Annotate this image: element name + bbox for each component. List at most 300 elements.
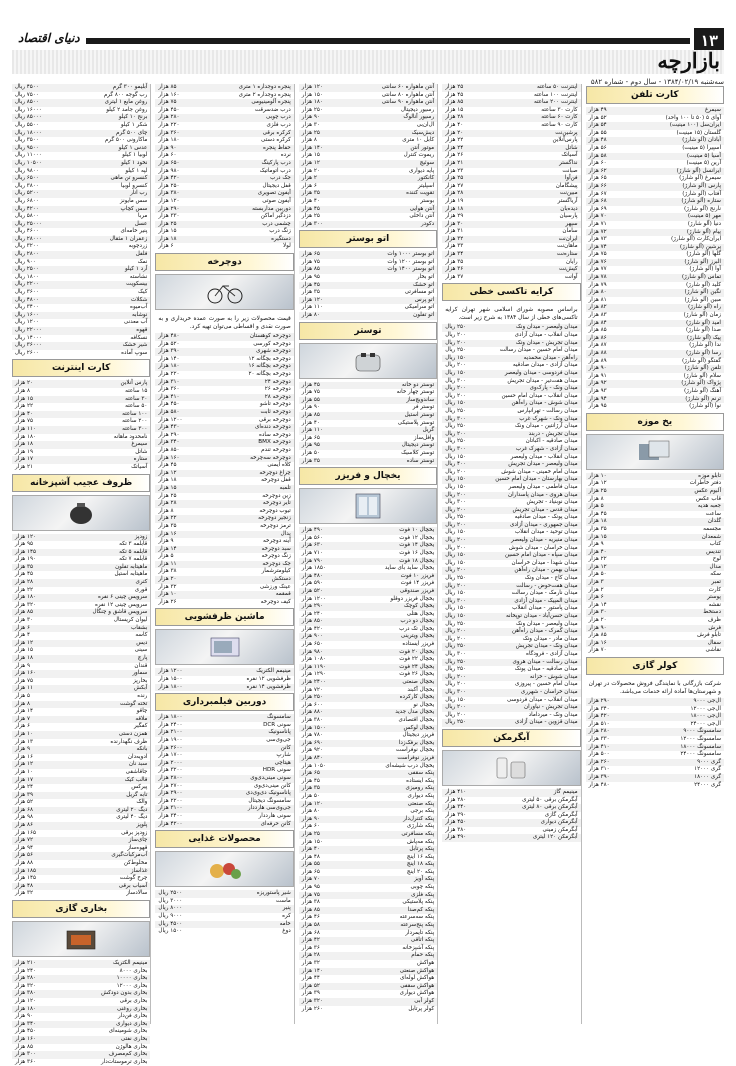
price-row xyxy=(12,213,150,221)
item-name: رسیور دیجیتال xyxy=(400,106,435,113)
item-price: ۷۰ هزار xyxy=(588,647,607,654)
item-name: دوچرخه سه‌چرخه xyxy=(250,454,291,461)
item-price: ۲۲۰ هزار xyxy=(158,121,180,128)
item-price: ۳۹۰ هزار xyxy=(445,811,467,818)
item-name: میدان قزوین - میدان آزادی xyxy=(514,719,578,726)
price-row xyxy=(586,602,724,610)
item-price: ۵۱۰ هزار xyxy=(588,720,610,727)
price-row xyxy=(12,655,150,663)
item-price: ۶۵ هزار xyxy=(301,251,320,258)
price-row xyxy=(12,998,150,1006)
price-row xyxy=(586,480,724,488)
price-row xyxy=(299,274,437,282)
item-price: ۳۲۰۰ ریال xyxy=(14,243,39,250)
item-price: ۳۵ هزار xyxy=(301,289,320,296)
item-name: ظرف xyxy=(707,617,721,624)
item-price: ۱۴۵ هزار xyxy=(14,548,37,555)
item-price: ۱۹۰۰ هزار xyxy=(158,737,183,743)
item-price: ۱۲۰۰ ریال xyxy=(14,319,39,326)
item-name: مربا xyxy=(138,213,148,220)
item-price: ۱۲ هزار xyxy=(588,480,607,487)
price-row xyxy=(155,145,293,153)
item-name: تمبر xyxy=(711,579,721,586)
item-name: پنکه صنعتی xyxy=(407,800,435,807)
item-name: زعفران ۱ مثقال xyxy=(109,235,148,242)
item-name: پنکه ۱۸ اینچ xyxy=(406,861,435,868)
item-price: ۴ هزار xyxy=(14,632,31,639)
price-row xyxy=(155,371,293,379)
price-row xyxy=(12,975,150,983)
item-price: ۷۳ هزار xyxy=(588,236,607,243)
item-name: پژواک (آلو شارژ) xyxy=(681,380,721,387)
price-row xyxy=(12,289,150,297)
price-row xyxy=(12,731,150,739)
item-name: اینترنت ۲۰۰ ساعته xyxy=(533,99,578,106)
price-row xyxy=(299,952,437,960)
item-name: میدان آرژانتین - میدان ونک xyxy=(514,423,578,430)
item-name: دیگ ۲۰ لیتری xyxy=(116,806,148,813)
item-price: ۴۵ هزار xyxy=(158,462,177,469)
item-name: پنکه چوبی xyxy=(410,884,435,891)
paper-logo: دنیای اقتصاد xyxy=(12,28,86,48)
item-name: نقشه xyxy=(708,601,721,608)
item-price: ۱۲۰ هزار xyxy=(301,800,323,807)
item-price: ۸ هزار xyxy=(158,507,174,514)
item-price: ۲۵۰ ریال xyxy=(445,438,467,445)
item-name: ۵۰ ساعته xyxy=(125,403,148,410)
item-price: ۱۴۰ هزار xyxy=(158,355,180,362)
price-row xyxy=(442,834,580,842)
price-row xyxy=(12,350,150,358)
item-price: ۵۲۰ هزار xyxy=(158,340,180,347)
item-name: آسیاب برقی xyxy=(118,882,148,889)
item-price: ۲۵ هزار xyxy=(158,220,177,227)
price-row xyxy=(12,701,150,709)
price-row xyxy=(299,458,437,466)
item-name: سونی هارددار xyxy=(258,812,291,819)
price-row xyxy=(12,769,150,777)
item-price: ۳۶۰ هزار xyxy=(158,129,180,136)
item-name: گری ۲۴۰۰۰ xyxy=(694,781,721,788)
item-name: کولر پرتابل xyxy=(408,1005,435,1012)
item-name: دوچرخه ثابت xyxy=(260,409,291,415)
item-name: میدان ونک - شهرک غرب xyxy=(519,415,578,422)
section-heading: یخچال و فریزر xyxy=(299,467,437,485)
price-row xyxy=(299,435,437,443)
item-price: ۴۲۰۰ هزار xyxy=(158,820,183,827)
item-name: میدان قدس - میدان تجریش xyxy=(512,506,578,513)
price-row xyxy=(442,266,580,274)
item-name: ماهان‌نت xyxy=(557,243,578,250)
item-name: بیسکویت xyxy=(126,281,148,288)
item-name: حفاظ پنجره xyxy=(262,144,291,151)
item-name: شاتل xyxy=(135,448,148,455)
item-price: ۵۲۰ هزار xyxy=(301,587,323,594)
item-price: ۳۶۰۰۰ ریال xyxy=(14,342,42,349)
price-row xyxy=(155,236,293,244)
price-row xyxy=(299,922,437,930)
item-price: ۵۸ هزار xyxy=(301,922,320,929)
item-name: کانکتور xyxy=(417,175,435,182)
price-row xyxy=(299,596,437,604)
section-heading: ماشین ظرفشویی xyxy=(155,608,293,626)
item-price: ۳۰ هزار xyxy=(301,121,320,128)
item-price: ۳۳۰ هزار xyxy=(588,735,610,742)
item-name: سماور xyxy=(132,670,148,677)
item-name: یخچال فریزر دوقلو xyxy=(390,595,435,602)
item-price: ۲۵۰ هزار xyxy=(301,106,323,113)
item-name: بخاری فن‌دار xyxy=(117,1013,148,1020)
price-row xyxy=(155,584,293,592)
item-price: ۶۸ هزار xyxy=(301,929,320,936)
item-price: ۱۸۰ هزار xyxy=(301,99,323,106)
price-row xyxy=(442,400,580,408)
item-name: مینیمم الکتریک xyxy=(256,668,291,675)
item-price: ۲۸۰ هزار xyxy=(445,796,467,803)
price-row xyxy=(12,1059,150,1066)
price-row xyxy=(155,898,293,906)
item-price: ۱۵۰ ریال xyxy=(445,370,467,376)
item-price: ۱۴ هزار xyxy=(158,545,177,552)
item-name: آبلیمو ۳۰۰ گرم xyxy=(112,84,148,90)
item-name: پاناسونیک دی‌وی‌دی xyxy=(245,790,291,797)
item-name: توستر ساده xyxy=(406,457,435,464)
item-price: ۲۱۰ هزار xyxy=(14,960,37,966)
price-list xyxy=(299,770,437,1013)
price-row xyxy=(12,890,150,898)
price-row xyxy=(442,590,580,598)
price-row xyxy=(586,160,724,168)
item-price: ۱۱۰۰۰ ریال xyxy=(14,152,42,159)
item-price: ۲۲۰۰۰ ریال xyxy=(14,327,42,333)
item-name: میدان نوبنیاد - تجریش xyxy=(526,499,578,506)
item-price: ۸۵۰ هزار xyxy=(301,618,323,625)
item-price: ۹۸۰۰ ریال xyxy=(14,167,39,174)
item-price: ۳۹ هزار xyxy=(301,990,320,997)
price-row xyxy=(442,99,580,107)
item-name: برنج ۱۰ کیلو xyxy=(118,114,148,121)
item-price: ۷۵ هزار xyxy=(14,418,34,425)
price-row xyxy=(442,469,580,477)
item-name: میدان شوش - خزانه xyxy=(529,673,578,680)
item-price: ۲۵ هزار xyxy=(301,830,320,837)
item-price: ۶۰۰ هزار xyxy=(301,701,323,708)
item-price: ۳۴۰۰ ریال xyxy=(14,304,39,311)
item-price: ۹۸۰ هزار xyxy=(158,167,180,174)
item-name: کرکره برقی xyxy=(262,129,291,136)
item-price: ۱۲۰۰ هزار xyxy=(158,668,183,675)
item-price: ۹۰۰ ریال xyxy=(14,258,36,265)
price-row xyxy=(442,340,580,348)
price-row xyxy=(299,289,437,297)
item-price: ۵۲ هزار xyxy=(14,799,34,806)
price-row xyxy=(299,527,437,535)
item-price: ۹۴ هزار xyxy=(14,844,34,851)
item-price: ۱۵۰ ریال xyxy=(445,529,467,536)
item-price: ۳۵ هزار xyxy=(158,522,177,529)
item-price: ۶۵۰ هزار xyxy=(158,159,180,166)
item-price: ۳۰۰ ریال xyxy=(445,688,467,695)
item-price: ۱۸ هزار xyxy=(14,655,34,661)
item-name: راه (آلو شارژ) xyxy=(687,304,721,311)
item-name: دیگ ۴۰ لیتری xyxy=(116,814,148,821)
price-row xyxy=(299,998,437,1006)
item-price: ۳۰۰ ریال xyxy=(445,445,467,452)
item-price: ۲۵ هزار xyxy=(301,129,320,136)
price-row xyxy=(12,990,150,998)
item-name: سوپ آماده xyxy=(121,349,148,356)
item-name: اسپلیتر xyxy=(417,182,435,189)
item-name: توستر پلاستیکی xyxy=(397,419,435,426)
item-name: پنکه حمام xyxy=(411,952,435,959)
item-price: ۱۰۵۰ هزار xyxy=(301,762,326,769)
item-name: کیلومترشمار xyxy=(261,568,291,575)
item-name: رب گوجه ۸۰۰ گرم xyxy=(103,91,148,98)
item-name: یخچال ۲۶ فوت xyxy=(399,671,435,678)
item-price: ۲۰۰ ریال xyxy=(445,544,467,551)
price-row xyxy=(586,571,724,579)
item-name: شمعدان xyxy=(701,533,721,540)
item-price: ۶ هزار xyxy=(158,243,174,250)
price-row xyxy=(442,674,580,682)
heater-photo xyxy=(12,921,150,957)
item-price: ۲۲۰ هزار xyxy=(158,371,180,378)
price-row xyxy=(12,723,150,731)
item-name: یخچال کوچک xyxy=(403,603,435,610)
item-name: فن‌آوا xyxy=(564,175,578,182)
item-price: ۴۲ هزار xyxy=(301,937,320,944)
item-name: بخاری دیواری xyxy=(116,1020,148,1027)
item-price: ۶۲ هزار xyxy=(588,167,607,174)
item-name: کاسه xyxy=(135,632,148,639)
item-name: مبین‌نت xyxy=(559,190,578,197)
item-price: ۲۵۰ ریال xyxy=(445,719,467,726)
item-name: میدان شوش - میدان راه‌آهن xyxy=(511,400,578,407)
item-price: ۷۱۰ هزار xyxy=(301,549,323,556)
item-price: ۹۰ هزار xyxy=(301,404,320,411)
item-name: ماهیتابه استیل xyxy=(114,571,148,578)
price-row xyxy=(586,365,724,373)
price-row xyxy=(299,160,437,168)
item-price: ۱۵۰ ریال xyxy=(445,552,467,559)
item-price: ۳۲۰ هزار xyxy=(14,982,37,989)
column-2 xyxy=(442,84,581,1024)
item-name: یخچال ۲۰ فوت xyxy=(399,648,435,655)
item-name: زردچوبه xyxy=(128,243,148,250)
price-row xyxy=(12,564,150,572)
item-name: میدان سپاه - میدان امام حسین xyxy=(504,552,578,559)
price-row xyxy=(155,114,293,122)
item-price: ۱۵ هزار xyxy=(158,484,177,491)
price-row xyxy=(155,928,293,936)
price-row xyxy=(155,729,293,737)
item-price: ۹۰ هزار xyxy=(588,624,607,631)
price-row xyxy=(12,860,150,868)
item-name: پنکه کنترل‌دار xyxy=(403,815,435,822)
price-row xyxy=(442,514,580,522)
item-name: اتو بوستر ۱۲۰۰ وات xyxy=(387,258,435,265)
item-price: ۱۵۰۰ ریال xyxy=(158,928,183,935)
item-price: ۹۰ هزار xyxy=(301,815,320,822)
item-name: فریزر ۱۴ فوت xyxy=(400,580,435,587)
item-price: ۴۲۰ هزار xyxy=(588,713,610,720)
price-row xyxy=(155,243,293,251)
item-price: ۴۰۰ ریال xyxy=(445,461,467,468)
item-price: ۷۱ هزار xyxy=(588,220,607,227)
item-name: پنکه اتاقی xyxy=(410,937,435,944)
item-price: ۵۵ هزار xyxy=(301,861,320,868)
price-row xyxy=(299,259,437,267)
item-price: ۶۵ هزار xyxy=(301,770,320,777)
item-price: ۴۵۰۰ ریال xyxy=(14,84,39,90)
item-name: مینیمم گاز xyxy=(553,788,578,795)
item-price: ۱۲ هزار xyxy=(14,761,34,768)
item-name: بوستر xyxy=(420,197,435,204)
item-price: ۱۸۰۰ هزار xyxy=(158,683,183,690)
item-name: پنجره آلومینیومی xyxy=(251,99,291,106)
item-price: ۸۰ هزار xyxy=(301,808,320,815)
item-price: ۱۴۰ هزار xyxy=(301,144,323,151)
item-name: چای‌ساز xyxy=(128,837,148,844)
price-row xyxy=(155,684,293,692)
item-name: پنکه ۱۶ اینچ xyxy=(406,853,435,860)
price-row xyxy=(155,745,293,753)
item-price: ۷۵۰۰ ریال xyxy=(14,91,39,98)
item-price: ۱۲۹۰ هزار xyxy=(301,671,326,678)
item-price: ۲ هزار xyxy=(301,175,317,182)
item-name: اتو خشک xyxy=(412,281,435,288)
item-name: ایران‌نت xyxy=(558,235,578,242)
price-row xyxy=(442,274,580,282)
price-row xyxy=(12,396,150,404)
item-name: سالادساز xyxy=(126,890,148,897)
item-price: ۶۵۰ هزار xyxy=(301,641,323,648)
item-price: ۱۲۰۰ هزار xyxy=(301,595,326,602)
item-name: کنسرو تن ماهی xyxy=(110,175,148,182)
item-price: ۹ هزار xyxy=(14,746,31,753)
price-row xyxy=(586,107,724,115)
item-name: پنکه کم‌صدا xyxy=(407,906,435,913)
item-price: ۱۲ هزار xyxy=(158,469,177,476)
item-name: نوشابه xyxy=(131,311,148,318)
item-price: ۳۳۰ هزار xyxy=(158,213,180,220)
item-name: گلستان (۱۵ مینیت) xyxy=(676,129,721,136)
item-name: ۱۵ ساعته xyxy=(125,387,148,394)
item-name: آبادان (آلو شارژ) xyxy=(682,137,721,144)
price-row xyxy=(12,114,150,122)
price-row xyxy=(299,382,437,390)
price-row xyxy=(442,243,580,251)
item-name: چاقو xyxy=(136,708,148,715)
item-name: فلفل xyxy=(135,251,148,258)
price-row xyxy=(12,670,150,678)
item-name: سامسونگ دیجیتال xyxy=(248,797,291,804)
price-row xyxy=(586,518,724,526)
item-price: ۲۷ هزار xyxy=(445,182,464,189)
item-name: پایه دیواری xyxy=(409,167,435,174)
item-name: گری ۹۰۰۰ xyxy=(697,758,721,765)
item-name: هیتاچی xyxy=(274,759,291,766)
item-name: آنتن هوایی xyxy=(409,205,435,212)
item-name: دزدگیر اماکن xyxy=(260,213,291,220)
item-name: نداگستر xyxy=(559,159,578,166)
item-name: میدان امام حسین - پیروزی xyxy=(514,681,578,688)
item-price: ۲۴ هزار xyxy=(14,784,34,791)
item-price: ۴۵ هزار xyxy=(588,510,607,517)
price-row xyxy=(442,370,580,378)
item-name: جی‌وی‌سی هارددار xyxy=(247,805,291,812)
item-price: ۶ هزار xyxy=(14,624,31,631)
price-row xyxy=(12,837,150,845)
price-row xyxy=(442,567,580,575)
item-name: هواکش xyxy=(416,960,435,966)
item-price: ۱۲ هزار xyxy=(301,159,320,166)
price-row xyxy=(586,488,724,496)
item-price: ۹۵ هزار xyxy=(301,442,320,449)
price-row xyxy=(12,799,150,807)
item-price: ۴۰ هزار xyxy=(588,548,607,555)
price-row xyxy=(299,304,437,312)
item-name: گریل xyxy=(422,427,435,434)
item-price: ۹۰ هزار xyxy=(588,365,607,372)
item-price: ۶ هزار xyxy=(301,182,317,189)
item-name: توستر دیجیتال xyxy=(401,442,435,449)
price-row xyxy=(155,737,293,745)
item-price: ۲۵ هزار xyxy=(588,487,607,494)
price-row xyxy=(155,714,293,722)
item-name: چشمی درب xyxy=(262,220,291,227)
price-row xyxy=(155,198,293,206)
item-price: ۴۹ هزار xyxy=(588,107,607,113)
item-price: ۲۵۰ ریال xyxy=(445,324,467,331)
price-row xyxy=(155,599,293,607)
item-price: ۲۰ هزار xyxy=(588,617,607,624)
item-price: ۲۵۰ هزار xyxy=(301,694,323,701)
item-price: ۳۱ هزار xyxy=(445,228,464,235)
section-heading: دوربین فیلمبرداری xyxy=(155,693,293,711)
price-row xyxy=(155,107,293,115)
price-row xyxy=(155,99,293,107)
price-list xyxy=(12,380,150,471)
item-price: ۹۲۰ هزار xyxy=(301,747,323,754)
item-price: ۸۷ هزار xyxy=(588,342,607,349)
item-price: ۵۰ هزار xyxy=(301,792,320,799)
item-price: ۲۴۰ هزار xyxy=(14,967,37,974)
item-price: ۴۳۰ هزار xyxy=(158,424,180,431)
item-price: ۲۰۰ ریال xyxy=(445,385,467,392)
item-name: دوچرخه کورسی xyxy=(253,340,291,347)
item-price: ۴۵ هزار xyxy=(14,571,34,578)
price-row xyxy=(586,625,724,633)
item-price: ۱۵۰ ریال xyxy=(445,590,467,597)
price-row xyxy=(299,442,437,450)
price-row xyxy=(12,464,150,472)
item-price: ۶۶ هزار xyxy=(588,182,607,189)
price-row xyxy=(586,782,724,790)
item-name: میدان ونک - میدان تجریش xyxy=(515,643,578,650)
price-row xyxy=(586,579,724,587)
section-heading: ظروف عجیب آشپزخانه xyxy=(12,474,150,492)
item-price: ۱۶۰ هزار xyxy=(14,670,37,677)
item-name: دیش‌سیک xyxy=(411,129,435,136)
price-row xyxy=(12,754,150,762)
item-name: تخته گوشت xyxy=(120,700,148,707)
item-name: عدس ۱ کیلو xyxy=(118,144,148,151)
item-price: ۷۶ هزار xyxy=(588,258,607,265)
price-row xyxy=(299,550,437,558)
price-row xyxy=(442,454,580,462)
item-price: ۶۸ هزار xyxy=(14,806,34,813)
